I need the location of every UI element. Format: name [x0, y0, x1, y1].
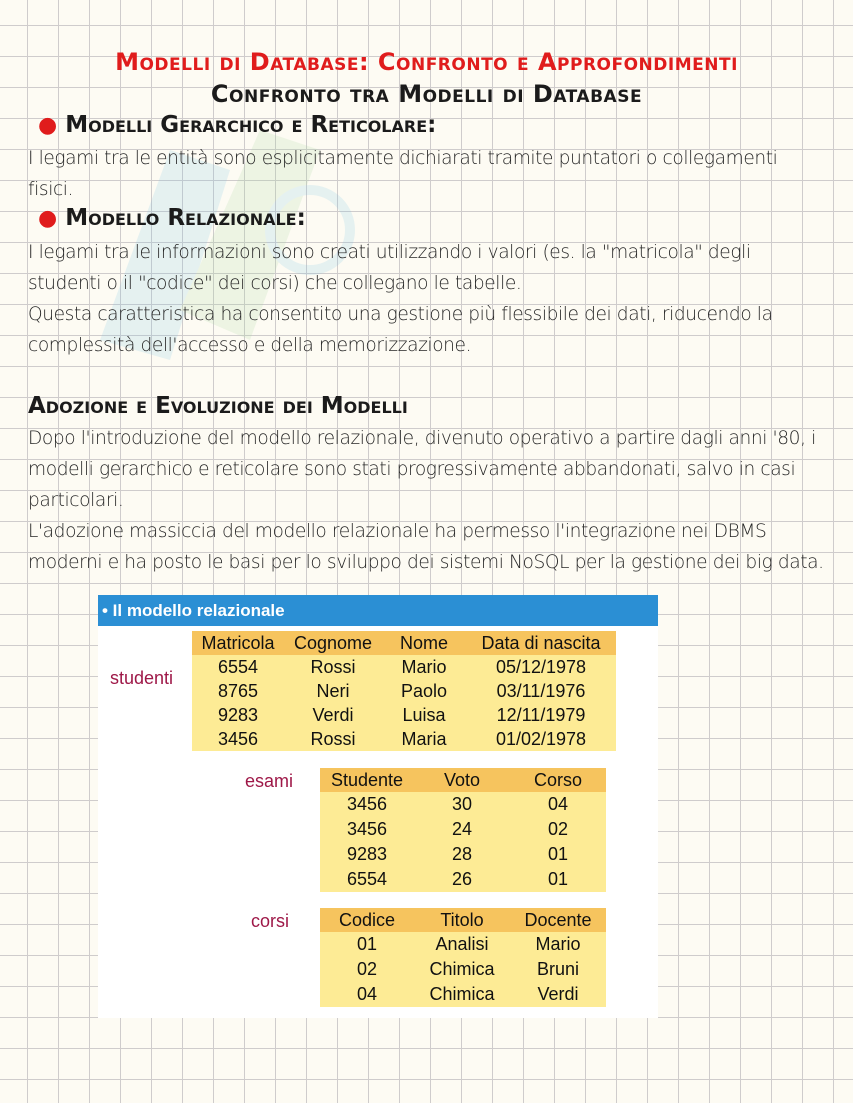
table-cell: Maria	[382, 727, 466, 751]
table-cell: Luisa	[382, 703, 466, 727]
page-title: Modelli di Database: Confronto e Approfondimenti	[115, 48, 738, 76]
table-row	[320, 932, 606, 957]
text-line: moderni e ha posto le basi per lo sviluppo dei sistemi NoSQL per la gestione dei big data.	[28, 552, 824, 573]
table-cell: Bruni	[510, 957, 606, 982]
table-row	[320, 842, 606, 867]
table-cell: 12/11/1979	[466, 703, 616, 727]
column-header: Codice	[320, 908, 414, 932]
table-row	[320, 867, 606, 892]
table-row	[192, 655, 616, 679]
paragraph-relational	[28, 237, 843, 361]
table-cell: Rossi	[284, 655, 382, 679]
table-label-esami: esami	[245, 771, 294, 791]
table-cell: 01	[320, 932, 414, 957]
column-header: Corso	[510, 768, 606, 792]
table-cell: 01	[510, 842, 606, 867]
relational-model-slide	[98, 595, 658, 1018]
table-cell: Verdi	[510, 982, 606, 1007]
table-row	[192, 727, 616, 751]
table-cell: 01/02/1978	[466, 727, 616, 751]
bullet-dot-icon: ●	[38, 113, 58, 138]
slide-header: • Il modello relazionale	[98, 595, 658, 626]
text-line: fisici.	[28, 179, 74, 200]
bullet-heading-text: Modelli Gerarchico e Reticolare:	[65, 112, 437, 138]
table-cell: 6554	[320, 867, 414, 892]
table-cell: Mario	[510, 932, 606, 957]
table-cell: 04	[510, 792, 606, 817]
text-line: modelli gerarchico e reticolare sono stati progressivamente abbandonati, salvo in casi	[28, 459, 796, 480]
table-row	[320, 817, 606, 842]
page-subtitle: Confronto tra Modelli di Database	[210, 80, 643, 108]
column-header: Cognome	[284, 631, 382, 655]
table-cell: 24	[414, 817, 510, 842]
paragraph-hierarchical	[28, 143, 843, 205]
table-cell: 01	[510, 867, 606, 892]
bullet-heading-hierarchical	[38, 112, 436, 138]
table-cell: 30	[414, 792, 510, 817]
table-cell: 9283	[320, 842, 414, 867]
table-row	[192, 703, 616, 727]
table-cell: 03/11/1976	[466, 679, 616, 703]
table-row	[192, 679, 616, 703]
table-cell: Mario	[382, 655, 466, 679]
table-esami	[320, 768, 606, 892]
column-header: Studente	[320, 768, 414, 792]
table-label-corsi: corsi	[251, 911, 290, 931]
table-cell: Analisi	[414, 932, 510, 957]
table-cell: Rossi	[284, 727, 382, 751]
table-cell: 04	[320, 982, 414, 1007]
column-header: Data di nascita	[466, 631, 616, 655]
column-header: Docente	[510, 908, 606, 932]
table-row	[320, 982, 606, 1007]
bullet-heading-text: Modello Relazionale:	[65, 205, 306, 231]
paragraph-adoption	[28, 423, 843, 578]
table-cell: Neri	[284, 679, 382, 703]
table-cell: 6554	[192, 655, 284, 679]
table-header-row	[192, 631, 616, 655]
table-cell: 8765	[192, 679, 284, 703]
text-line: Questa caratteristica ha consentito una gestione più flessibile dei dati, riducendo la	[28, 304, 773, 325]
table-corsi	[320, 908, 606, 1007]
table-cell: 02	[320, 957, 414, 982]
table-cell: 28	[414, 842, 510, 867]
table-cell: 3456	[192, 727, 284, 751]
bullet-dot-icon: ●	[38, 206, 58, 231]
text-line: I legami tra le informazioni sono creati utilizzando i valori (es. la "matricola" degli	[28, 242, 751, 263]
table-cell: Chimica	[414, 957, 510, 982]
column-header: Matricola	[192, 631, 284, 655]
bullet-heading-relational	[38, 205, 306, 231]
text-line: L'adozione massiccia del modello relazionale ha permesso l'integrazione nei DBMS	[28, 521, 767, 542]
table-cell: 9283	[192, 703, 284, 727]
text-line: Dopo l'introduzione del modello relazionale, divenuto operativo a partire dagli anni '80, i	[28, 428, 816, 449]
text-line: I legami tra le entità sono esplicitamente dichiarati tramite puntatori o collegamenti	[28, 148, 778, 169]
table-cell: 02	[510, 817, 606, 842]
column-header: Nome	[382, 631, 466, 655]
table-cell: 26	[414, 867, 510, 892]
section-heading-adoption: Adozione e Evoluzione dei Modelli	[28, 393, 408, 419]
table-cell: Chimica	[414, 982, 510, 1007]
table-cell: 3456	[320, 817, 414, 842]
text-line: complessità dell'accesso e della memorizzazione.	[28, 335, 472, 356]
column-header: Voto	[414, 768, 510, 792]
table-label-studenti: studenti	[110, 668, 174, 688]
table-cell: 05/12/1978	[466, 655, 616, 679]
table-cell: 3456	[320, 792, 414, 817]
table-row	[320, 792, 606, 817]
text-line: particolari.	[28, 490, 124, 511]
table-header-row	[320, 908, 606, 932]
table-cell: Verdi	[284, 703, 382, 727]
column-header: Titolo	[414, 908, 510, 932]
table-studenti	[192, 631, 616, 751]
table-header-row	[320, 768, 606, 792]
table-cell: Paolo	[382, 679, 466, 703]
text-line: studenti o il "codice" dei corsi) che collegano le tabelle.	[28, 273, 522, 294]
table-row	[320, 957, 606, 982]
